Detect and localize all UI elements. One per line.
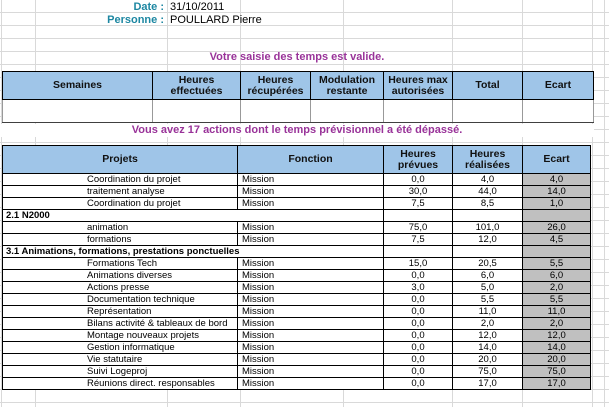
fonction-cell[interactable]: Mission — [238, 270, 384, 282]
fonction-cell[interactable]: Mission — [238, 174, 384, 186]
realisees-cell[interactable]: 75,0 — [453, 366, 523, 378]
project-row — [3, 378, 591, 390]
fonction-cell[interactable]: Mission — [238, 282, 384, 294]
date-value-cell[interactable]: 31/10/2011 — [170, 1, 225, 13]
fonction-cell[interactable]: Mission — [238, 318, 384, 330]
ecart-cell[interactable]: 12,0 — [523, 330, 591, 342]
project-section-row — [3, 210, 591, 222]
projects-table — [2, 145, 591, 390]
fonction-cell[interactable]: Mission — [238, 198, 384, 210]
fonction-cell[interactable]: Mission — [238, 258, 384, 270]
prevues-cell[interactable] — [384, 246, 453, 258]
realisees-cell[interactable]: 12,0 — [453, 234, 523, 246]
person-value-cell[interactable]: POULLARD Pierre — [170, 14, 262, 26]
projects-col-fonction[interactable]: Fonction — [238, 146, 384, 174]
prevues-cell[interactable]: 0,0 — [384, 294, 453, 306]
weeks-col-heures-recuperees[interactable]: Heures récupérées — [241, 72, 311, 100]
fonction-cell[interactable]: Mission — [238, 378, 384, 390]
project-row — [3, 258, 591, 270]
ecart-cell[interactable]: 4,0 — [523, 174, 591, 186]
realisees-cell[interactable]: 2,0 — [453, 318, 523, 330]
realisees-cell[interactable]: 20,0 — [453, 354, 523, 366]
project-section-row — [3, 246, 591, 258]
prevues-cell[interactable]: 7,5 — [384, 198, 453, 210]
fonction-cell[interactable]: Mission — [238, 234, 384, 246]
weeks-col-semaines[interactable]: Semaines — [3, 72, 153, 100]
section-title-cell[interactable]: 3.1 Animations, formations, prestations ponctuelles — [3, 246, 384, 258]
person-label: Personne : — [107, 14, 164, 26]
project-row — [3, 294, 591, 306]
realisees-cell[interactable]: 8,5 — [453, 198, 523, 210]
prevues-cell[interactable]: 0,0 — [384, 354, 453, 366]
project-row — [3, 270, 591, 282]
ecart-cell[interactable] — [523, 210, 591, 222]
fonction-cell[interactable]: Mission — [238, 294, 384, 306]
warning-message: Vous avez 17 actions dont le temps prévisionnel a été dépassé. — [0, 124, 594, 137]
project-row — [3, 318, 591, 330]
weeks-empty-cell[interactable] — [153, 100, 241, 123]
realisees-cell[interactable]: 4,0 — [453, 174, 523, 186]
realisees-cell[interactable]: 101,0 — [453, 222, 523, 234]
weeks-col-heures-max[interactable]: Heures max autorisées — [384, 72, 453, 100]
prevues-cell[interactable]: 15,0 — [384, 258, 453, 270]
project-cell[interactable]: Vie statutaire — [3, 354, 238, 366]
project-cell[interactable]: Actions presse — [3, 282, 238, 294]
realisees-cell[interactable]: 44,0 — [453, 186, 523, 198]
weeks-empty-cell[interactable] — [453, 100, 523, 123]
ecart-cell[interactable]: 1,0 — [523, 198, 591, 210]
project-row — [3, 282, 591, 294]
weeks-empty-cell[interactable] — [384, 100, 453, 123]
project-cell[interactable]: Coordination du projet — [3, 174, 238, 186]
prevues-cell[interactable]: 0,0 — [384, 270, 453, 282]
projects-col-projets[interactable]: Projets — [3, 146, 238, 174]
prevues-cell[interactable]: 0,0 — [384, 342, 453, 354]
projects-col-ecart[interactable]: Ecart — [523, 146, 591, 174]
prevues-cell[interactable]: 0,0 — [384, 366, 453, 378]
weeks-empty-cell[interactable] — [3, 100, 153, 123]
realisees-cell[interactable]: 14,0 — [453, 342, 523, 354]
ecart-cell[interactable]: 6,0 — [523, 270, 591, 282]
project-cell[interactable]: Réunions direct. responsables — [3, 378, 238, 390]
fonction-cell[interactable]: Mission — [238, 366, 384, 378]
project-row — [3, 354, 591, 366]
realisees-cell[interactable]: 20,5 — [453, 258, 523, 270]
project-row — [3, 186, 591, 198]
fonction-cell[interactable]: Mission — [238, 342, 384, 354]
validation-message: Votre saisie des temps est valide. — [209, 51, 385, 63]
date-label: Date : — [133, 1, 164, 13]
prevues-cell[interactable]: 30,0 — [384, 186, 453, 198]
project-row — [3, 366, 591, 378]
ecart-cell[interactable]: 5,5 — [523, 294, 591, 306]
project-cell[interactable]: Animations diverses — [3, 270, 238, 282]
prevues-cell[interactable]: 0,0 — [384, 330, 453, 342]
ecart-cell[interactable]: 20,0 — [523, 354, 591, 366]
project-cell[interactable]: Coordination du projet — [3, 198, 238, 210]
fonction-cell[interactable]: Mission — [238, 186, 384, 198]
project-cell[interactable]: Documentation technique — [3, 294, 238, 306]
realisees-cell[interactable]: 12,0 — [453, 330, 523, 342]
ecart-cell[interactable]: 17,0 — [523, 378, 591, 390]
project-row — [3, 174, 591, 186]
prevues-cell[interactable]: 7,5 — [384, 234, 453, 246]
realisees-cell[interactable]: 6,0 — [453, 270, 523, 282]
project-cell[interactable]: Montage nouveaux projets — [3, 330, 238, 342]
weeks-col-ecart[interactable]: Ecart — [523, 72, 594, 100]
ecart-cell[interactable] — [523, 246, 591, 258]
fonction-cell[interactable]: Mission — [238, 222, 384, 234]
prevues-cell[interactable]: 75,0 — [384, 222, 453, 234]
ecart-cell[interactable]: 2,0 — [523, 318, 591, 330]
fonction-cell[interactable]: Mission — [238, 354, 384, 366]
fonction-cell[interactable]: Mission — [238, 306, 384, 318]
project-cell[interactable]: Gestion informatique — [3, 342, 238, 354]
ecart-cell[interactable]: 5,5 — [523, 258, 591, 270]
project-cell[interactable]: animation — [3, 222, 238, 234]
prevues-cell[interactable]: 0,0 — [384, 378, 453, 390]
ecart-cell[interactable]: 2,0 — [523, 282, 591, 294]
realisees-cell[interactable] — [453, 246, 523, 258]
weeks-col-modulation-restante[interactable]: Modulation restante — [311, 72, 384, 100]
weeks-empty-cell[interactable] — [523, 100, 594, 123]
realisees-cell[interactable] — [453, 210, 523, 222]
prevues-cell[interactable]: 0,0 — [384, 318, 453, 330]
weeks-empty-cell[interactable] — [241, 100, 311, 123]
project-row — [3, 198, 591, 210]
weeks-col-heures-effectuees[interactable]: Heures effectuées — [153, 72, 241, 100]
prevues-cell[interactable]: 3,0 — [384, 282, 453, 294]
project-row — [3, 342, 591, 354]
ecart-cell[interactable]: 26,0 — [523, 222, 591, 234]
section-title-cell[interactable]: 2.1 N2000 — [3, 210, 384, 222]
project-row — [3, 234, 591, 246]
project-row — [3, 222, 591, 234]
realisees-cell[interactable]: 11,0 — [453, 306, 523, 318]
prevues-cell[interactable]: 0,0 — [384, 174, 453, 186]
ecart-cell[interactable]: 4,5 — [523, 234, 591, 246]
project-row — [3, 306, 591, 318]
project-cell[interactable]: Représentation — [3, 306, 238, 318]
weeks-empty-row — [3, 100, 594, 123]
weeks-col-total[interactable]: Total — [453, 72, 523, 100]
projects-header-row — [3, 146, 591, 174]
projects-col-heures-prevues[interactable]: Heures prévues — [384, 146, 453, 174]
project-cell[interactable]: traitement analyse — [3, 186, 238, 198]
project-cell[interactable]: Bilans activité & tableaux de bord — [3, 318, 238, 330]
project-cell[interactable]: Formations Tech — [3, 258, 238, 270]
weeks-header-row — [3, 72, 594, 100]
project-row — [3, 330, 591, 342]
project-cell[interactable]: formations — [3, 234, 238, 246]
weeks-empty-cell[interactable] — [311, 100, 384, 123]
weeks-table — [2, 71, 594, 123]
ecart-cell[interactable]: 11,0 — [523, 306, 591, 318]
realisees-cell[interactable]: 5,5 — [453, 294, 523, 306]
ecart-cell[interactable]: 75,0 — [523, 366, 591, 378]
prevues-cell[interactable]: 0,0 — [384, 306, 453, 318]
project-cell[interactable]: Suivi Logeproj — [3, 366, 238, 378]
realisees-cell[interactable]: 5,0 — [453, 282, 523, 294]
prevues-cell[interactable] — [384, 210, 453, 222]
realisees-cell[interactable]: 17,0 — [453, 378, 523, 390]
fonction-cell[interactable]: Mission — [238, 330, 384, 342]
projects-col-heures-realisees[interactable]: Heures réalisées — [453, 146, 523, 174]
vertical-gridline — [604, 0, 605, 407]
ecart-cell[interactable]: 14,0 — [523, 342, 591, 354]
ecart-cell[interactable]: 14,0 — [523, 186, 591, 198]
